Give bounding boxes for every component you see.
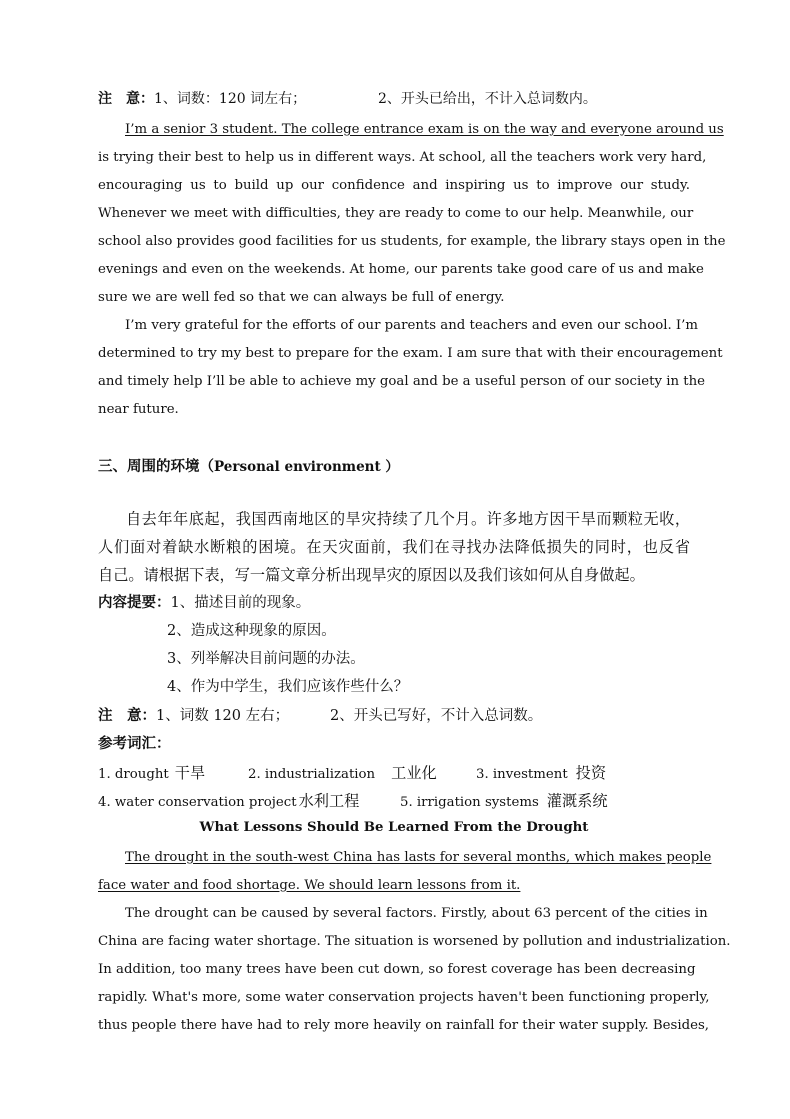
essay-1-line: encouraging us to build up our confidence and inspiring us to improve our study. xyxy=(98,178,690,193)
vocab-zh: 灌溉系统 xyxy=(546,792,608,810)
essay-1-line: determined to try my best to prepare for the exam. I am sure that with their encouragement xyxy=(98,346,723,361)
essay-1-line: Whenever we meet with difficulties, they are ready to come to our help. Meanwhile, our xyxy=(98,206,694,221)
top-note xyxy=(98,89,597,109)
note-2-label: 注 意： xyxy=(98,707,156,724)
note-2-item-1: 1、词数 120 左右； xyxy=(156,708,290,724)
note-item-1: 1、词数：120 词左右； xyxy=(154,91,307,107)
note-2-item-2: 2、开头已写好，不计入总词数。 xyxy=(330,708,543,724)
intro-line: 自己。请根据下表，写一篇文章分析出现旱灾的原因以及我们该如何从自身做起。 xyxy=(98,566,645,584)
note-label: 注 意： xyxy=(98,91,154,107)
content-item: 2、造成这种现象的原因。 xyxy=(167,623,336,639)
essay-1-line: I’m very grateful for the efforts of our parents and teachers and even our school. I’m xyxy=(125,318,698,333)
essay-2-line: The drought can be caused by several factors. Firstly, about 63 percent of the cities in xyxy=(125,906,708,921)
essay-2-title: What Lessons Should Be Learned From the Drought xyxy=(199,820,589,835)
essay-1-line: near future. xyxy=(98,402,179,417)
content-item: 3、列举解决目前问题的办法。 xyxy=(167,651,365,667)
vocab-en: 2. industrialization xyxy=(248,767,376,782)
content-item-text: 1、描述目前的现象。 xyxy=(170,595,311,611)
content-label: 内容提要： xyxy=(98,594,171,611)
vocab-zh: 工业化 xyxy=(391,764,437,782)
content-item xyxy=(98,592,310,614)
essay-2-line: The drought in the south-west China has lasts for several months, which makes people xyxy=(125,850,712,865)
vocab-item xyxy=(476,762,606,783)
essay-2-line: China are facing water shortage. The situation is worsened by pollution and industrialization. xyxy=(98,934,731,949)
essay-2-line: rapidly. What's more, some water conservation projects haven't been functioning properly, xyxy=(98,990,710,1005)
essay-2-line: In addition, too many trees have been cut down, so forest coverage has been decreasing xyxy=(98,962,696,977)
essay-1-line: and timely help I’ll be able to achieve my goal and be a useful person of our society in the xyxy=(98,374,706,389)
section-heading xyxy=(98,455,399,476)
vocab-item xyxy=(98,790,359,811)
vocab-item xyxy=(98,762,205,783)
section-heading-cn: 三、周围的环境（ xyxy=(98,458,214,475)
essay-1-line: evenings and even on the weekends. At home, our parents take good care of us and make xyxy=(98,262,704,277)
note-item-2: 2、开头已给出，不计入总词数内。 xyxy=(378,91,597,107)
essay-1-line: sure we are well fed so that we can always be full of energy. xyxy=(98,290,505,305)
vocab-zh: 投资 xyxy=(575,764,607,782)
vocab-label: 参考词汇： xyxy=(98,735,171,752)
vocab-en: 5. irrigation systems xyxy=(400,795,539,810)
vocab-en: 1. drought xyxy=(98,767,169,782)
essay-1-line: I’m a senior 3 student. The college entrance exam is on the way and everyone around us xyxy=(125,122,724,137)
essay-2-line: thus people there have had to rely more heavily on rainfall for their water supply. Besides, xyxy=(98,1018,710,1033)
note-2 xyxy=(98,705,543,727)
section-heading-en: Personal environment ） xyxy=(214,459,399,475)
vocab-item xyxy=(400,790,608,811)
essay-2-line: face water and food shortage. We should learn lessons from it. xyxy=(98,878,521,893)
intro-line: 人们面对着缺水断粮的困境。在天灾面前，我们在寻找办法降低损失的同时，也反省 xyxy=(98,538,690,556)
vocab-zh: 水利工程 xyxy=(298,792,360,810)
vocab-en: 3. investment xyxy=(476,767,568,782)
vocab-zh: 干旱 xyxy=(174,764,206,782)
essay-1-line: school also provides good facilities for us students, for example, the library stays open in the xyxy=(98,234,726,249)
essay-1-line: is trying their best to help us in different ways. At school, all the teachers work very hard, xyxy=(98,150,707,165)
content-item: 4、作为中学生，我们应该作些什么？ xyxy=(167,679,409,695)
vocab-item xyxy=(248,762,437,783)
intro-line: 自去年年底起，我国西南地区的旱灾持续了几个月。许多地方因干旱而颗粒无收， xyxy=(126,510,690,528)
vocab-en: 4. water conservation project xyxy=(98,795,297,810)
